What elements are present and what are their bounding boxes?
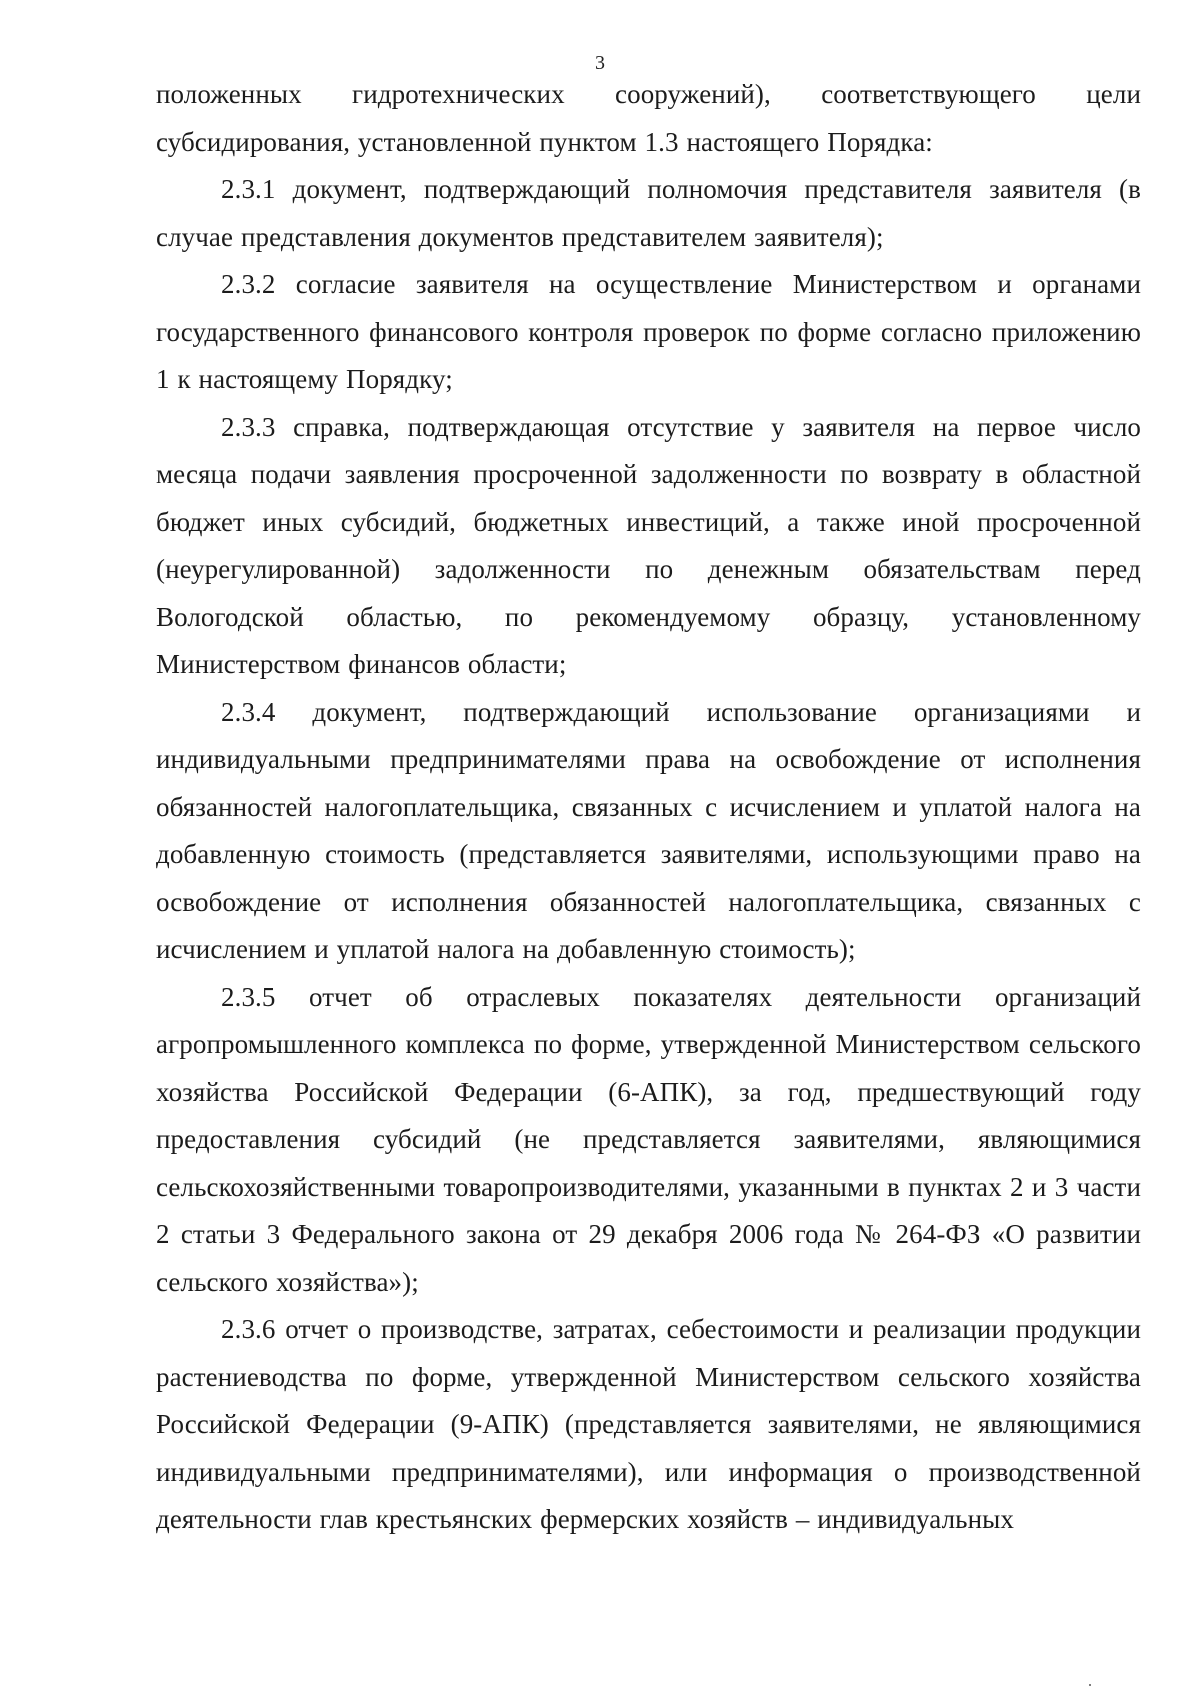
page-number: 3 <box>595 52 605 74</box>
scan-speck <box>1089 1684 1091 1686</box>
paragraph-2-3-2: 2.3.2 согласие заявителя на осуществление Министерством и органами государственного финансового контроля проверок по форме согласно приложению 1 к настоящему Порядку; <box>156 269 1141 394</box>
paragraph-continuation: положенных гидротехнических сооружений), соответствующего цели субсидирования, установленной пунктом 1.3 настоящего Порядка: <box>156 79 1141 157</box>
document-body <box>156 71 1141 1544</box>
paragraph-2-3-4: 2.3.4 документ, подтверждающий использование организациями и индивидуальными предпринимателями права на освобождение от исполнения обязанностей налогоплательщика, связанных с исчислением и уплатой налога на добавленную стоимость (представляется заявителями, использующими право на освобождение от исполнения обязанностей налогоплательщика, связанных с исчислением и уплатой налога на добавленную стоимость); <box>156 696 1141 964</box>
paragraph-2-3-1: 2.3.1 документ, подтверждающий полномочия представителя заявителя (в случае представления документов представителем заявителя); <box>156 174 1141 252</box>
paragraph-2-3-5: 2.3.5 отчет об отраслевых показателях деятельности организаций агропромышленного комплекса по форме, утвержденной Министерством сельского хозяйства Российской Федерации (6-АПК), за год, предшествующий году предоставления субсидий (не представляется заявителями, являющимися сельскохозяйственными товаропроизводителями, указанными в пунктах 2 и 3 части 2 статьи 3 Федерального закона от 29 декабря 2006 года № 264-ФЗ «О развитии сельского хозяйства»); <box>156 981 1141 1297</box>
paragraph-2-3-3: 2.3.3 справка, подтверждающая отсутствие у заявителя на первое число месяца подачи заявления просроченной задолженности по возврату в областной бюджет иных субсидий, бюджетных инвестиций, а также иной просроченной (неурегулированной) задолженности по денежным обязательствам перед Вологодской областью, по рекомендуемому образцу, установленному Министерством финансов области; <box>156 411 1141 679</box>
paragraph-2-3-6: 2.3.6 отчет о производстве, затратах, себестоимости и реализации продукции растениеводства по форме, утвержденной Министерством сельского хозяйства Российской Федерации (9-АПК) (представляется заявителями, не являющимися индивидуальными предпринимателями), или информация о производственной деятельности глав крестьянских фермерских хозяйств – индивидуальных <box>156 1314 1141 1534</box>
